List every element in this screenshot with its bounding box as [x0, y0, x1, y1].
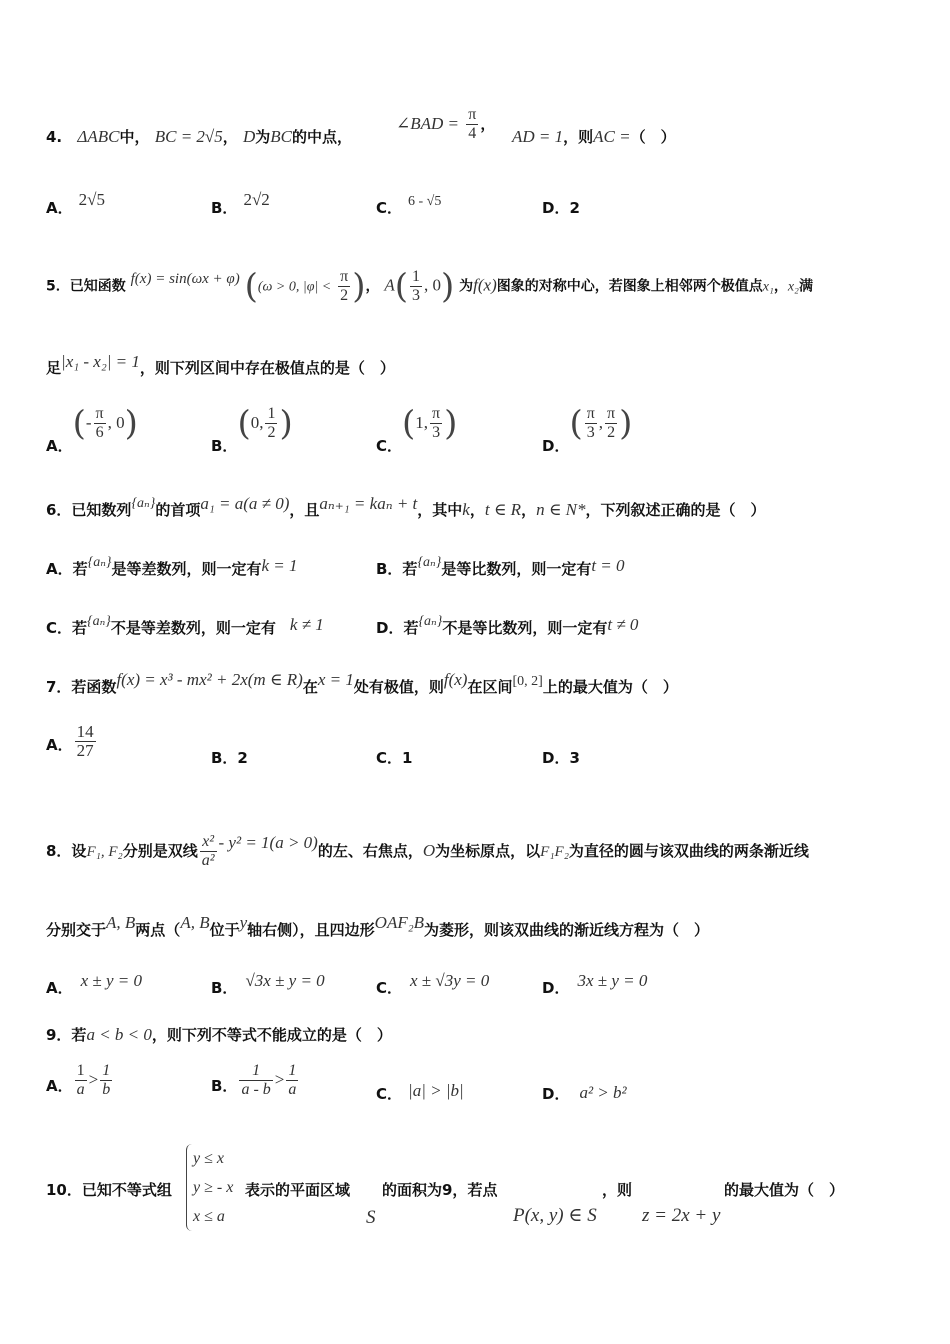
option-value: t = 0 [591, 556, 625, 575]
paren-open: ( [569, 403, 583, 444]
q7-func: f(x) = x³ - mx² + 2x(m ∈ R) [116, 670, 303, 689]
q8-ab: A, B [180, 913, 210, 932]
q4-text: 的中点， [292, 128, 353, 146]
q6-k: k [462, 500, 470, 519]
option-value: |a| > |b| [408, 1081, 464, 1100]
paren-open: ( [244, 266, 258, 307]
q7-option-a [46, 723, 98, 760]
option-label: D． [542, 1085, 570, 1103]
paren-close: ) [279, 403, 293, 444]
q8-line1 [46, 833, 809, 870]
fraction-numerator: π [95, 405, 104, 422]
option-label: A． [46, 199, 73, 217]
option-operator: > [274, 1070, 285, 1089]
fraction-denominator: a [76, 1081, 85, 1098]
q9-text: ，则下列不等式不能成立的是（ ） [151, 1026, 392, 1044]
paren-open: ( [402, 403, 416, 444]
option-label: A． [46, 437, 73, 455]
q7-fx: f(x) [443, 670, 468, 689]
fraction-numerator: 1 [288, 1062, 297, 1079]
q10-text: ，则 [602, 1181, 633, 1199]
q5-point-a: A [384, 275, 395, 295]
option-label: B． [211, 437, 238, 455]
q6-option-b [376, 555, 625, 581]
q8-f1f2: F₁F₂ [540, 844, 569, 860]
q6-comma: ， [469, 501, 485, 519]
option-label: B．若 [376, 560, 418, 578]
q5-cond: (ω > 0, |φ| < [257, 279, 332, 295]
q4-comma: ， [222, 128, 238, 146]
q5-zero: , 0 [424, 275, 442, 295]
option-fraction [265, 405, 277, 442]
option-label: B． [211, 1077, 238, 1095]
q6-text: ，且 [289, 501, 320, 519]
fraction-denominator: 2 [607, 424, 616, 441]
q10-p: P(x, y) ∈ S [513, 1205, 597, 1226]
option-label: A． [46, 1077, 73, 1095]
fraction-denominator: 3 [412, 287, 421, 304]
option-comma: , [598, 413, 604, 432]
option-value: x ± √3y = 0 [410, 971, 490, 990]
q10-ineq-3: x ≤ a [193, 1208, 225, 1225]
option-seq: {aₙ} [87, 555, 112, 570]
option-fraction [239, 1062, 272, 1099]
q7-text: 处有极值，则 [353, 678, 444, 696]
option-label: C． [376, 979, 403, 997]
q8-option-a [46, 971, 143, 998]
q4-comma: ， [480, 115, 496, 133]
option-fraction [75, 1062, 87, 1099]
q6-option-d [376, 614, 639, 640]
option-label: D．若 [376, 619, 419, 637]
q9-stem [46, 1025, 392, 1045]
q4-number: 4. [46, 128, 63, 146]
q4-ad: AD = 1 [512, 127, 564, 146]
q7-text: 在区间 [467, 678, 513, 696]
fraction-numerator: x² [200, 833, 217, 852]
q9-cond: a < b < 0 [86, 1025, 152, 1044]
paren-open: ( [237, 403, 251, 444]
q5-text: ，则下列区间中存在极值点的是（ ） [139, 359, 395, 377]
option-label: C． [376, 199, 403, 217]
q8-text: 的左、右焦点， [317, 842, 423, 860]
fraction-denominator: 4 [468, 125, 477, 142]
option-label: A． [46, 979, 73, 997]
fraction-numerator: π [607, 405, 616, 422]
q5-line2 [46, 352, 395, 378]
q8-hyperbola: - y² = 1(a > 0) [218, 833, 318, 852]
q4-text: 中， [119, 128, 150, 146]
q10-ineq-2: y ≥ - x [193, 1179, 234, 1196]
q5-text: 图象的对称中心，若图象上相邻两个极值点 [496, 278, 763, 295]
q10-text-3 [602, 1180, 632, 1200]
option-value: 0, [250, 413, 264, 432]
q4-angle-bad: ∠BAD = [396, 114, 460, 133]
paren-close: ) [444, 403, 458, 444]
q4-option-d [542, 198, 580, 218]
q10-objective [642, 1206, 720, 1226]
q4-tail [512, 127, 676, 147]
q5-option-a [46, 403, 138, 455]
q9-option-d [542, 1084, 627, 1104]
q5-option-d [542, 403, 633, 455]
q6-text: 6．已知数列 [46, 501, 132, 519]
q7-option-b [211, 748, 248, 768]
q5-func: f(x) = sin(ωx + φ) [130, 270, 240, 287]
option-label: C． [376, 1085, 403, 1103]
q10-z: z = 2x + y [642, 1205, 721, 1226]
fraction-numerator: π [432, 405, 441, 422]
paren-close: ) [619, 403, 633, 444]
fraction-denominator: 2 [267, 424, 276, 441]
option-label: D．2 [542, 199, 580, 217]
option-label: D． [542, 979, 570, 997]
q6-n: n ∈ N* [536, 500, 586, 519]
option-operator: > [88, 1070, 99, 1089]
fraction-denominator: a [288, 1081, 297, 1098]
option-label: B．2 [211, 749, 248, 767]
q4-option-c [376, 194, 442, 220]
q4-angle [396, 106, 495, 143]
q10-point [513, 1206, 597, 1226]
q4-option-b [211, 190, 270, 218]
q5-x2: x₂ [787, 279, 799, 295]
q7-text: 上的最大值为（ ） [542, 678, 678, 696]
option-fraction [286, 1062, 298, 1099]
q10-text: 的面积为9，若点 [382, 1181, 498, 1199]
fraction-numerator: π [586, 405, 595, 422]
q8-quad: OAF₂B [374, 913, 425, 932]
q5-option-b [211, 403, 293, 455]
fraction-denominator: 2 [340, 287, 349, 304]
q10-text: 的最大值为（ ） [724, 1181, 845, 1199]
option-fraction [94, 405, 106, 442]
option-value: t ≠ 0 [607, 615, 639, 634]
option-value: k ≠ 1 [289, 615, 324, 634]
q7-stem [46, 670, 678, 699]
paren-close: ) [441, 266, 455, 307]
q5-fx: f(x) [473, 275, 497, 295]
q5-x1: x₁ [762, 279, 774, 295]
q7-x1: x = 1 [317, 670, 354, 689]
fraction-numerator: π [340, 268, 349, 285]
option-value: x ± y = 0 [80, 971, 143, 990]
fraction-denominator: 3 [432, 424, 441, 441]
q8-option-d [542, 971, 648, 998]
fraction-denominator: 27 [76, 741, 94, 760]
q5-third [410, 268, 422, 305]
option-label: D． [542, 437, 570, 455]
fraction-denominator: a - b [241, 1081, 271, 1098]
q7-option-c [376, 748, 412, 768]
q10-s: S [366, 1207, 376, 1228]
fraction-denominator: b [102, 1081, 111, 1098]
option-value: √3x ± y = 0 [245, 971, 325, 990]
paren-close: ) [124, 403, 138, 444]
q6-stem [46, 494, 766, 522]
option-value: 3x ± y = 0 [577, 971, 648, 990]
q9-option-a [46, 1062, 114, 1099]
fraction-numerator: 1 [102, 1062, 111, 1079]
q6-comma: ， [521, 501, 537, 519]
q6-text: ，其中 [417, 501, 463, 519]
q8-text: 位于 [209, 921, 240, 939]
option-value: a² > b² [579, 1083, 627, 1102]
option-text: 不是等比数列，则一定有 [442, 619, 608, 637]
q4-ac: AC = [593, 127, 631, 146]
option-seq: {aₙ} [417, 555, 442, 570]
q10-text-1 [245, 1180, 350, 1200]
q8-y: y [239, 913, 248, 932]
q10-text: 表示的平面区域 [245, 1181, 351, 1199]
q6-text: 的首项 [155, 501, 201, 519]
fraction-denominator: 6 [95, 424, 104, 441]
option-value: 2√5 [78, 190, 105, 209]
q10-ineq-1: y ≤ x [193, 1150, 224, 1167]
option-label: C．1 [376, 749, 413, 767]
option-value: k = 1 [261, 556, 298, 575]
q10-text-2 [382, 1180, 497, 1200]
option-fraction [75, 723, 96, 760]
option-fraction [585, 405, 597, 442]
q6-text: ，下列叙述正确的是（ ） [585, 501, 766, 519]
q5-abs: |x₁ - x₂| = 1 [61, 352, 140, 371]
paren-close: ) [352, 266, 366, 307]
q8-text: 分别交于 [46, 921, 107, 939]
q8-option-c [376, 971, 490, 998]
option-label: B． [211, 979, 238, 997]
q8-text: 8．设 [46, 842, 87, 860]
option-fraction [605, 405, 617, 442]
option-value: 2√2 [243, 190, 270, 209]
q9-option-c [376, 1081, 464, 1104]
fraction-denominator: 3 [586, 424, 595, 441]
q6-seq: {aₙ} [131, 496, 156, 511]
q8-foci: F₁, F₂ [86, 844, 123, 860]
option-seq: {aₙ} [418, 614, 443, 629]
q8-ab: A, B [106, 913, 136, 932]
q8-text: 为直径的圆与该双曲线的两条渐近线 [568, 842, 809, 860]
q8-hyperbola-fraction [200, 833, 217, 870]
q5-comma: ， [773, 278, 788, 295]
q5-text: 足 [46, 359, 62, 377]
q7-text: 在 [302, 678, 318, 696]
q4-bc2: BC [270, 127, 293, 146]
q5-pi-half [338, 268, 350, 305]
option-text: 是等差数列，则一定有 [111, 560, 262, 578]
paren-open: ( [72, 403, 86, 444]
q9-option-b [211, 1062, 300, 1099]
q5-option-c [376, 403, 458, 455]
q8-text: 轴右侧），且四边形 [247, 921, 375, 939]
q6-option-a [46, 555, 298, 581]
q4-triangle: ΔABC [77, 127, 120, 146]
q5-text: 为 [459, 278, 474, 295]
q5-text: 5．已知函数 [46, 278, 126, 295]
q7-text: 7．若函数 [46, 678, 117, 696]
paren-open: ( [394, 266, 409, 307]
q8-text: 分别是双线 [122, 842, 198, 860]
option-label: C． [376, 437, 403, 455]
q4-option-a [46, 190, 105, 218]
q4-bc: BC = 2√5 [154, 127, 223, 146]
option-value: 1, [415, 413, 429, 432]
option-value: 6 - √5 [408, 194, 442, 209]
option-label: A． [46, 736, 73, 754]
q8-origin: O [422, 841, 436, 860]
option-value: , 0 [107, 413, 125, 432]
q10-region-s [366, 1208, 376, 1228]
q8-line2 [46, 913, 710, 940]
q10-text: 10．已知不等式组 [46, 1181, 172, 1199]
q4-d: D [243, 127, 256, 146]
q4-angle-fraction [466, 106, 478, 143]
option-label: C．若 [46, 619, 88, 637]
q6-recur: aₙ₊₁ = kaₙ + t [319, 494, 418, 513]
fraction-numerator: 1 [412, 268, 421, 285]
q6-a1: a₁ = a(a ≠ 0) [200, 494, 290, 513]
option-seq: {aₙ} [87, 614, 111, 629]
q8-text: 为菱形，则该双曲线的渐近线方程为（ ） [424, 921, 710, 939]
q4-stem [46, 127, 352, 147]
fraction-numerator: 14 [76, 722, 94, 741]
q7-interval: [0, 2] [512, 674, 543, 689]
option-fraction [100, 1062, 112, 1099]
fraction-numerator: π [468, 106, 477, 123]
q5-text: 满 [798, 278, 813, 295]
option-label: D．3 [542, 749, 580, 767]
fraction-denominator: a² [201, 852, 215, 869]
option-value: - [85, 413, 92, 432]
q8-option-b [211, 971, 325, 998]
q5-line1 [46, 268, 813, 305]
q9-text: 9．若 [46, 1026, 87, 1044]
q5-comma: ， [365, 278, 380, 295]
q7-option-d [542, 748, 580, 768]
option-fraction [430, 405, 442, 442]
q8-text: 为坐标原点，以 [435, 842, 541, 860]
q4-paren: （ ） [630, 128, 676, 146]
q8-text: 两点（ [135, 921, 181, 939]
q4-text: 为 [255, 128, 271, 146]
fraction-numerator: 1 [267, 405, 276, 422]
q4-text: ，则 [563, 128, 594, 146]
option-text: 是等比数列，则一定有 [441, 560, 592, 578]
option-label: B． [211, 199, 238, 217]
option-text: 不是等差数列，则一定有 [110, 619, 276, 637]
q10-text-4 [724, 1180, 844, 1200]
q6-option-c [46, 614, 324, 640]
fraction-numerator: 1 [76, 1062, 85, 1079]
option-label: A．若 [46, 560, 88, 578]
q10-system [186, 1144, 233, 1231]
q10-stem [46, 1180, 172, 1200]
q6-t: t ∈ R [484, 500, 522, 519]
fraction-numerator: 1 [239, 1062, 272, 1081]
